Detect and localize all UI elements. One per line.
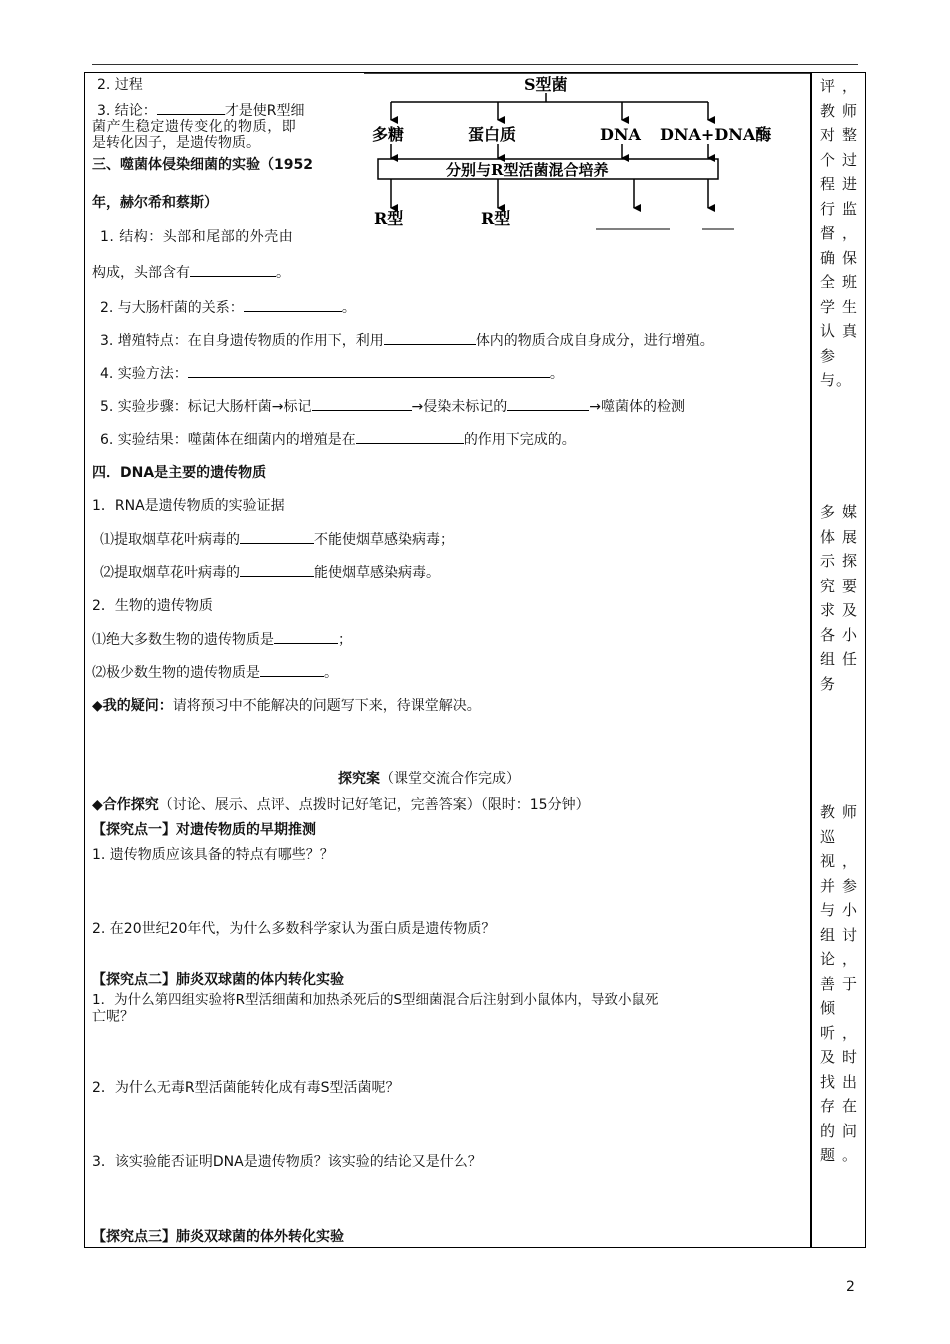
- structure-line-2: 构成，头部含有 。: [92, 265, 290, 281]
- tmv-line-2: ⑵提取烟草花叶病毒的 能使烟草感染病毒。: [100, 565, 440, 581]
- point-2-question-3: 3．该实验能否证明DNA是遗传物质？该实验的结论又是什么？: [92, 1154, 482, 1170]
- result-line: 6. 实验结果：噬菌体在细菌内的增殖是在 的作用下完成的。: [100, 432, 576, 448]
- point-1-question-2: 2. 在20世纪20年代，为什么多数科学家认为蛋白质是遗传物质？: [92, 921, 496, 937]
- tmv-line-1: ⑴提取烟草花叶病毒的 不能使烟草感染病毒；: [100, 532, 454, 548]
- steps-line: 5. 实验步骤：标记大肠杆菌→标记 →侵染未标记的 →噬菌体的检测: [100, 399, 686, 415]
- point-2-question-1-cont: 亡呢？: [92, 1009, 134, 1025]
- coop-line: ◆合作探究（讨论、展示、点评、点拨时记好笔记，完善答案）（限时：15分钟）: [92, 797, 590, 813]
- diagram-item-1: 多糖: [372, 125, 405, 144]
- diagram-result-1: R型: [374, 209, 404, 228]
- section-3-heading: 三、噬菌体侵染细菌的实验（1952: [92, 157, 313, 173]
- side-note-1: 评， 教 师 对 整 个 过 程进 行 监 督， 确 保 全 班 学 生 认 真 参 与。: [820, 77, 858, 389]
- point-2-question-1: 1．为什么第四组实验将R型活细菌和加热杀死后的S型细菌混合后注射到小鼠体内，导致小鼠死: [92, 992, 659, 1008]
- rna-evidence-line: 1．RNA是遗传物质的实验证据: [92, 498, 285, 514]
- point-1-question-1: 1. 遗传物质应该具备的特点有哪些？？: [92, 847, 334, 863]
- header-rule: [92, 64, 858, 65]
- point-2-question-2: 2．为什么无毒R型活菌能转化成有毒S型活菌呢？: [92, 1080, 400, 1096]
- point-3-title: 【探究点三】肺炎双球菌的体外转化实验: [92, 1229, 344, 1245]
- diagram-item-4: DNA+DNA酶: [660, 125, 772, 144]
- conclusion-line-3: 是转化因子，是遗传物质。: [92, 135, 260, 151]
- process-line: 2. 过程: [97, 77, 143, 93]
- point-1-title: 【探究点一】对遗传物质的早期推测: [92, 822, 316, 838]
- conclusion-line-2: 菌产生稳定遗传变化的物质，即: [92, 119, 297, 135]
- side-note-2: 多 媒 体 展 示 探 究 要 求 及 各 小 组 任 务: [820, 503, 858, 693]
- method-line: 4. 实验方法： 。: [100, 366, 564, 382]
- diagram-result-2: R型: [481, 209, 511, 228]
- column-divider: [810, 72, 812, 1248]
- side-note-3: 教 师 巡 视， 并 参 与 小 组 讨 论， 善 于 倾 听， 及 时 找 出 存 在 的 问 题。: [820, 803, 858, 1164]
- majority-line: ⑴绝大多数生物的遗传物质是 ；: [92, 632, 352, 648]
- point-2-title: 【探究点二】肺炎双球菌的体内转化实验: [92, 972, 344, 988]
- genetic-material-line: 2．生物的遗传物质: [92, 598, 213, 614]
- transformation-diagram: [364, 72, 810, 242]
- section-4-heading: 四．DNA是主要的遗传物质: [92, 465, 267, 481]
- section-3-heading-2: 年，赫尔希和蔡斯）: [92, 195, 218, 211]
- diagram-item-3: DNA: [600, 125, 641, 144]
- explore-title: 探究案（课堂交流合作完成）: [338, 771, 520, 787]
- relation-line: 2. 与大肠杆菌的关系： 。: [100, 300, 356, 316]
- minority-line: ⑵极少数生物的遗传物质是 。: [92, 665, 338, 681]
- proliferation-line: 3. 增殖特点：在自身遗传物质的作用下，利用 体内的物质合成自身成分，进行增殖。: [100, 333, 714, 349]
- page-number: 2: [846, 1279, 855, 1295]
- diagram-item-2: 蛋白质: [468, 125, 517, 144]
- conclusion-line: 3. 结论： 才是使R型细: [97, 103, 305, 119]
- diagram-top-label: S型菌: [524, 75, 568, 94]
- structure-line: 1. 结构：头部和尾部的外壳由: [100, 229, 294, 245]
- lesson-table: [84, 72, 866, 1248]
- diagram-box-label: 分别与R型活菌混合培养: [446, 161, 609, 179]
- question-line: ◆我的疑问：请将预习中不能解决的问题写下来，待课堂解决。: [92, 698, 481, 714]
